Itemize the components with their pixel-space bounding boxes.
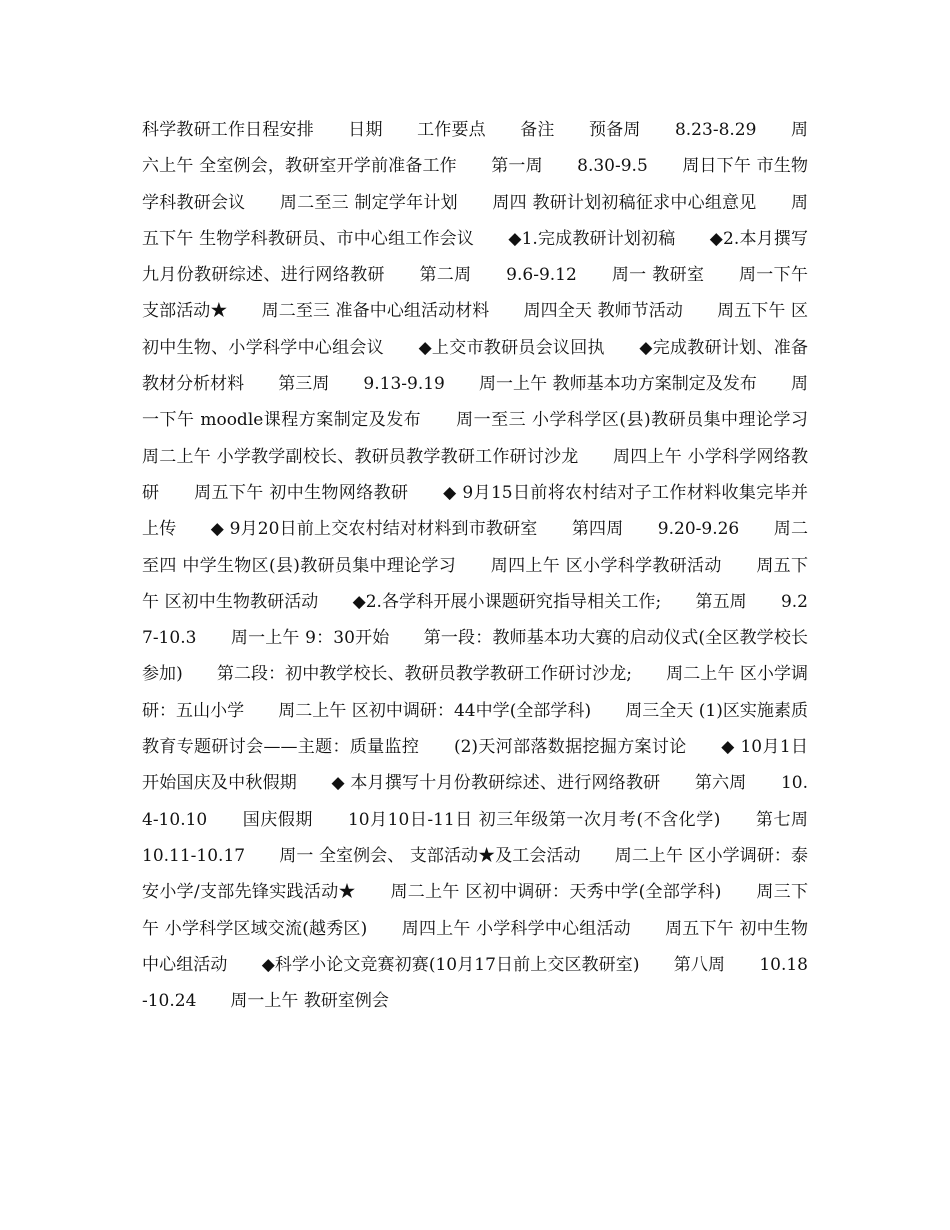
schedule-paragraph: 科学教研工作日程安排 日期 工作要点 备注 预备周 8.23-8.29 周六上午 全室例会，教研室开学前准备工作 第一周 8.30-9.5 周日下午 市生物学科教研会议 周二至三 制定学年计划 周四 教研计划初稿征求中心组意见 周五下午 生物学科教研员、市中心组工作会议 ◆1.完成教研计划初稿 ◆2.本月撰写九月份教研综述、进行网络教研 第二周 9.6-9.12 周一 教研室 周一下午 支部活动★ 周二至三 准备中心组活动材料 周四全天 教师节活动 周五下午 区初中生物、小学科学中心组会议 ◆上交市教研员会议回执 ◆完成教研计划、准备教材分析材料 第三周 9.13-9.19 周一上午 教师基本功方案制定及发布 周一下午 moodle课程方案制定及发布 周一至三 小学科学区(县)教研员集中理论学习 周二上午 小学教学副校长、教研员教学教研工作研讨沙龙 周四上午 小学科学网络教研 周五下午 初中生物网络教研 ◆ 9月15日前将农村结对子工作材料收集完毕并上传 ◆ 9月20日前上交农村结对材料到市教研室 第四周 9.20-9.26 周二至四 中学生物区(县)教研员集中理论学习 周四上午 区小学科学教研活动 周五下午 区初中生物教研活动 ◆2.各学科开展小课题研究指导相关工作; 第五周 9.27-10.3 周一上午 9：30开始 第一段：教师基本功大赛的启动仪式(全区教学校长参加) 第二段：初中教学校长、教研员教学教研工作研讨沙龙; 周二上午 区小学调研：五山小学 周二上午 区初中调研：44中学(全部学科) 周三全天 (1)区实施素质教育专题研讨会——主题：质量监控 (2)天河部落数据挖掘方案讨论 ◆ 10月1日开始国庆及中秋假期 ◆ 本月撰写十月份教研综述、进行网络教研 第六周 10.4-10.10 国庆假期 10月10日-11日 初三年级第一次月考(不含化学) 第七周 10.11-10.17 周一 全室例会、 支部活动★及工会活动 周二上午 区小学调研：泰安小学/支部先锋实践活动★ 周二上午 区初中调研：天秀中学(全部学科) 周三下午 小学科学区域交流(越秀区) 周四上午 小学科学中心组活动 周五下午 初中生物中心组活动 ◆科学小论文竞赛初赛(10月17日前上交区教研室) 第八周 10.18-10.24 周一上午 教研室例会 — [142, 120, 842, 1012]
document-body — [142, 112, 842, 1019]
